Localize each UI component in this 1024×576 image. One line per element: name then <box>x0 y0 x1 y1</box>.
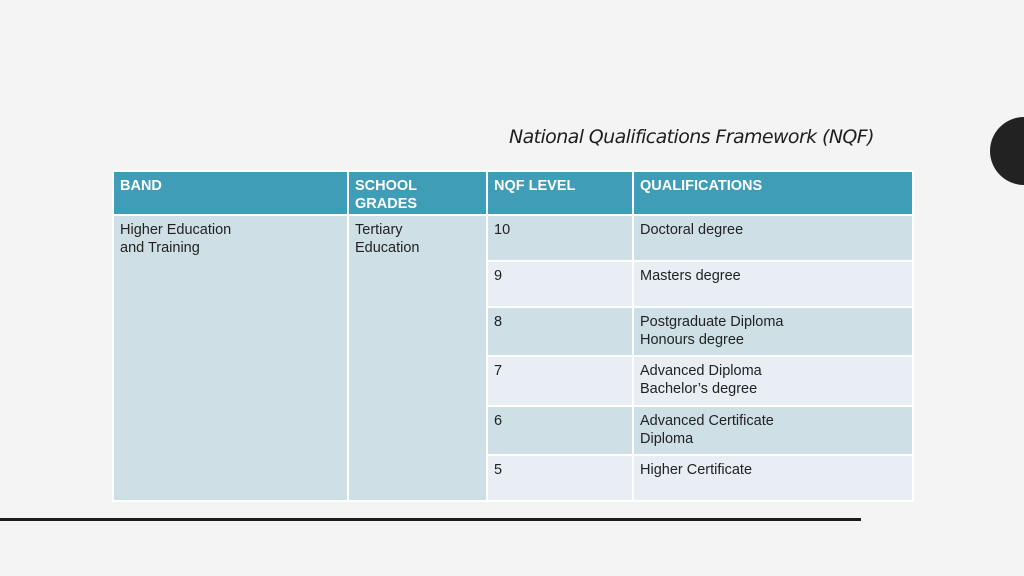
header-band: BAND <box>113 171 348 215</box>
table-row <box>113 215 913 261</box>
nqf-level-cell: 10 <box>487 215 633 261</box>
header-school-grades <box>348 171 487 215</box>
nqf-level-cell: 5 <box>487 455 633 501</box>
nqf-level-cell: 7 <box>487 356 633 406</box>
decorative-circle <box>990 117 1024 185</box>
nqf-level-cell: 8 <box>487 307 633 356</box>
qualification-line: Diploma <box>640 431 694 447</box>
band-line1: Higher Education <box>120 222 232 238</box>
header-nqf-level: NQF LEVEL <box>487 171 633 215</box>
qualification-line: Masters degree <box>640 268 741 284</box>
page-title: National Qualifications Framework (NQF) <box>509 126 874 148</box>
qualification-cell <box>633 215 913 261</box>
school-line2: Education <box>355 240 420 256</box>
qualification-cell <box>633 307 913 356</box>
band-line2: and Training <box>120 240 200 256</box>
qualification-cell <box>633 406 913 455</box>
band-cell <box>113 215 348 501</box>
header-school-grades-line1: SCHOOL <box>355 178 418 194</box>
table-header-row <box>113 171 913 215</box>
school-line1: Tertiary <box>355 222 403 238</box>
qualification-cell <box>633 261 913 307</box>
nqf-level-cell: 9 <box>487 261 633 307</box>
qualification-cell <box>633 455 913 501</box>
qualification-line: Advanced Certificate <box>640 413 774 429</box>
nqf-table <box>112 170 914 502</box>
header-qualifications: QUALIFICATIONS <box>633 171 913 215</box>
school-grades-cell <box>348 215 487 501</box>
nqf-level-cell: 6 <box>487 406 633 455</box>
qualification-line: Honours degree <box>640 332 744 348</box>
header-school-grades-line2: GRADES <box>355 196 418 212</box>
qualification-cell <box>633 356 913 406</box>
bottom-divider <box>0 518 861 521</box>
qualification-line: Postgraduate Diploma <box>640 314 784 330</box>
qualification-line: Bachelor’s degree <box>640 381 758 397</box>
qualification-line: Higher Certificate <box>640 462 753 478</box>
qualification-line: Advanced Diploma <box>640 363 762 379</box>
qualification-line: Doctoral degree <box>640 222 744 238</box>
